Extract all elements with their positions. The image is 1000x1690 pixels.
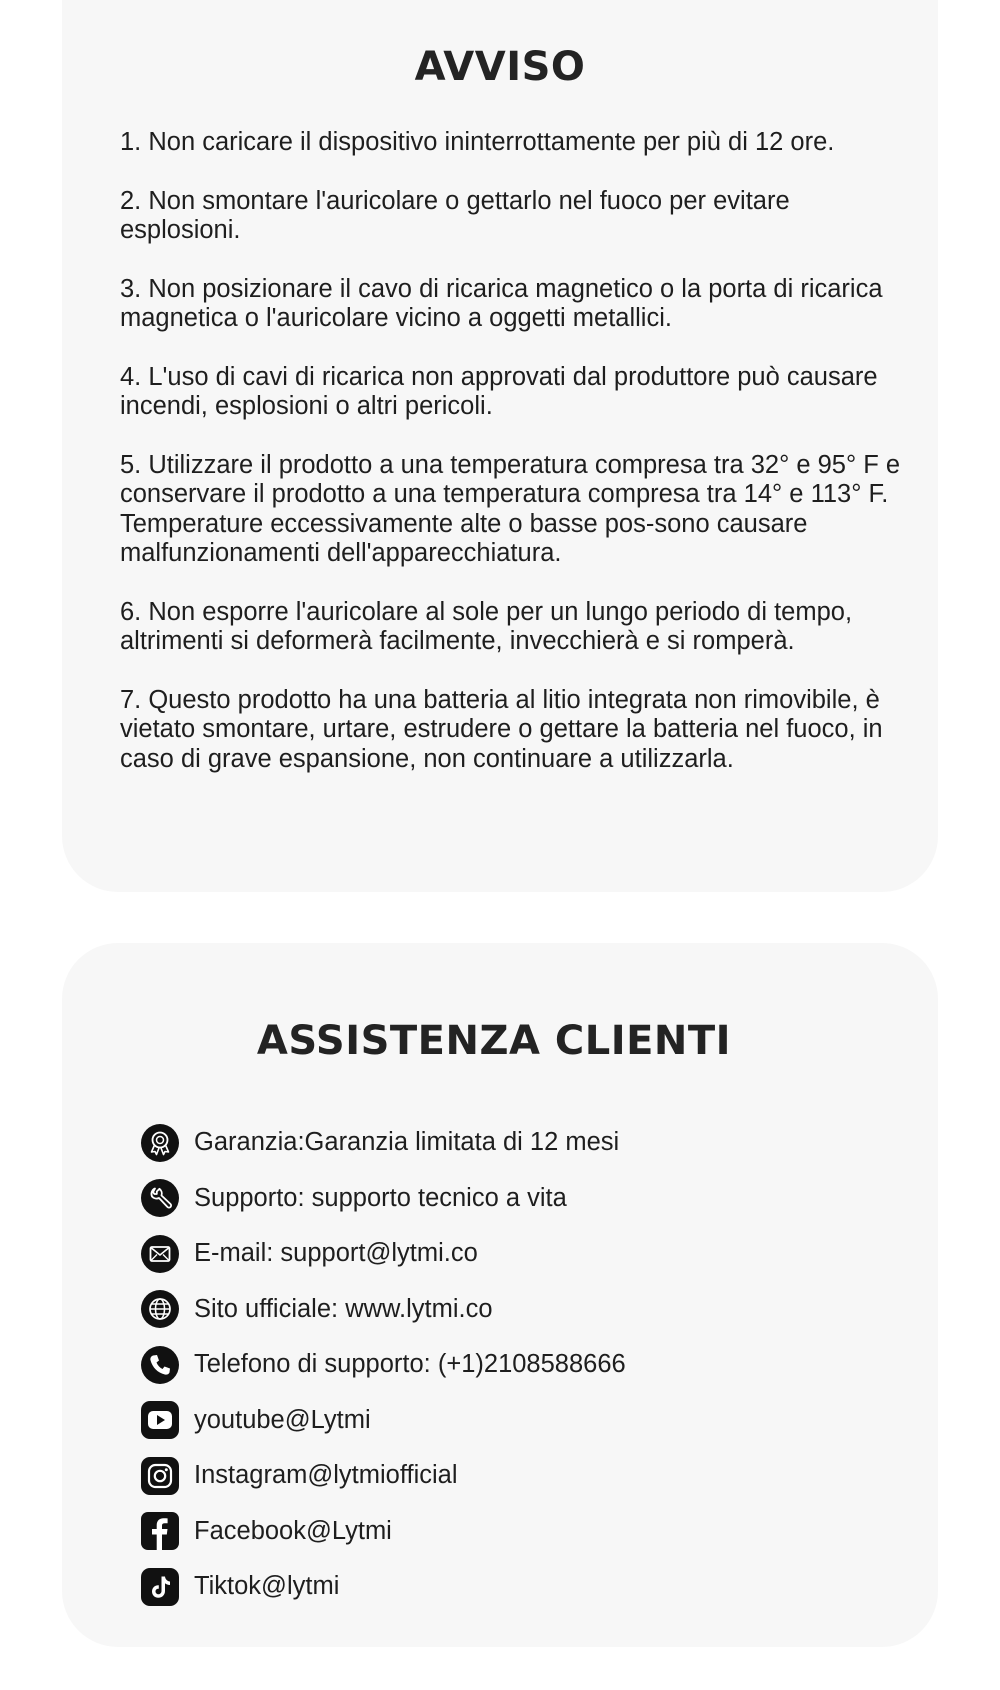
customer-support-card [62, 943, 938, 1647]
support-instagram-text[interactable]: Instagram@lytmiofficial [194, 1461, 458, 1490]
globe-icon [140, 1289, 180, 1329]
facebook-icon [140, 1511, 180, 1551]
warning-item-4: 4. L'uso di cavi di ricarica non approvati dal produttore può causare incendi, esplosioni o altri pericoli. [120, 362, 878, 420]
warning-title: AVVISO [414, 44, 586, 90]
youtube-icon [140, 1400, 180, 1440]
instagram-icon [140, 1456, 180, 1496]
warning-item-7: 7. Questo prodotto ha una batteria al litio integrata non rimovibile, è vietato smontare, urtare, estrudere o gettare la batteria nel fuoco, in caso di grave espansione, non continuare a utilizzarla. [120, 685, 883, 773]
support-item-youtube [140, 1393, 626, 1449]
warning-item-5: 5. Utilizzare il prodotto a una temperatura compresa tra 32° e 95° F e conservare il prodotto a una temperatura compresa tra 14° e 113° F. Temperature eccessivamente alte o basse pos-sono causare malfunzionamenti dell'apparecchiatura. [120, 450, 901, 567]
warning-item-2: 2. Non smontare l'auricolare o gettarlo nel fuoco per evitare esplosioni. [120, 186, 790, 244]
support-item-phone [140, 1337, 626, 1393]
support-item-tiktok [140, 1559, 626, 1615]
tiktok-icon [140, 1567, 180, 1607]
support-item-technical [140, 1171, 626, 1227]
support-warranty-text: Garanzia:Garanzia limitata di 12 mesi [194, 1128, 620, 1157]
support-email-text[interactable]: E-mail: support@lytmi.co [194, 1239, 478, 1268]
warranty-icon [140, 1123, 180, 1163]
support-item-website [140, 1282, 626, 1338]
support-item-instagram [140, 1448, 626, 1504]
support-technical-text: Supporto: supporto tecnico a vita [194, 1183, 567, 1212]
support-title: ASSISTENZA CLIENTI [256, 1018, 732, 1064]
support-youtube-text[interactable]: youtube@Lytmi [194, 1405, 371, 1434]
support-facebook-text[interactable]: Facebook@Lytmi [194, 1516, 392, 1545]
support-item-warranty [140, 1115, 626, 1171]
support-tiktok-text[interactable]: Tiktok@lytmi [194, 1572, 340, 1601]
warning-card [62, 0, 938, 892]
support-list [140, 1115, 626, 1615]
support-website-text[interactable]: Sito ufficiale: www.lytmi.co [194, 1294, 493, 1323]
support-item-email [140, 1226, 626, 1282]
warning-item-6: 6. Non esporre l'auricolare al sole per un lungo periodo di tempo, altrimenti si deformerà facilmente, invecchierà e si romperà. [120, 597, 853, 655]
support-phone-text[interactable]: Telefono di supporto: (+1)2108588666 [194, 1350, 626, 1379]
warning-list [120, 128, 910, 803]
support-item-facebook [140, 1504, 626, 1560]
warning-item-1: 1. Non caricare il dispositivo ininterrottamente per più di 12 ore. [120, 128, 835, 156]
warning-item-3: 3. Non posizionare il cavo di ricarica magnetico o la porta di ricarica magnetica o l'auricolare vicino a oggetti metallici. [120, 274, 883, 332]
wrench-icon [140, 1178, 180, 1218]
phone-icon [140, 1345, 180, 1385]
email-icon [140, 1234, 180, 1274]
